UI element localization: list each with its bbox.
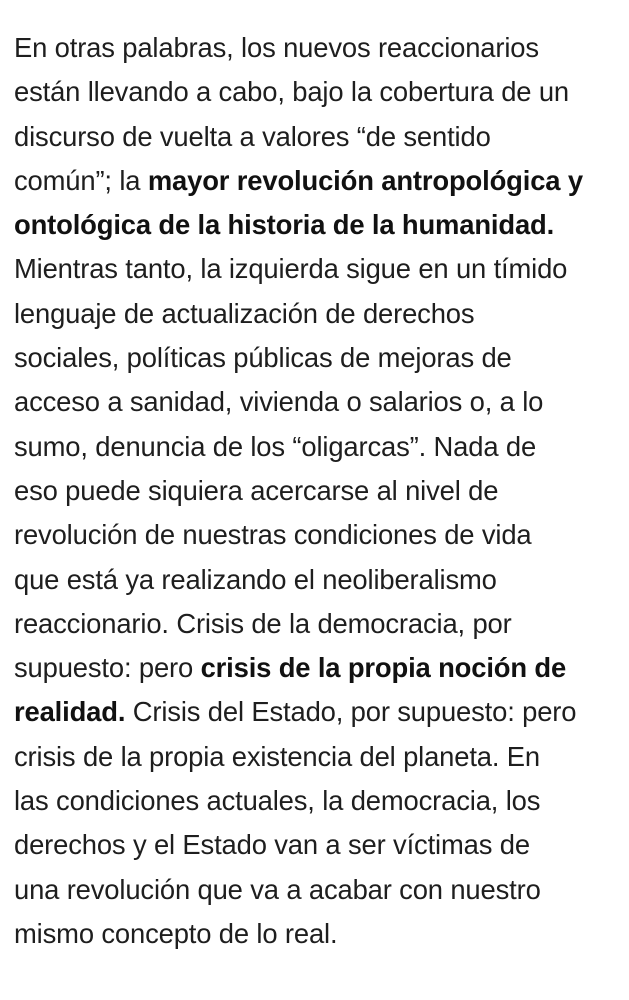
bold-text: realidad.: [14, 696, 126, 728]
text-line: [14, 690, 619, 734]
article-paragraph: [14, 26, 619, 956]
text-run: que está ya realizando el neoliberalismo: [14, 563, 497, 595]
text-line: [14, 779, 619, 823]
text-line: [14, 70, 619, 114]
text-run: derechos y el Estado van a ser víctimas de: [14, 829, 530, 861]
text-run: están llevando a cabo, bajo la cobertura de un: [14, 76, 570, 108]
bold-text: mayor revolución antropológica y: [147, 164, 583, 196]
text-run: una revolución que va a acabar con nuestro: [14, 873, 541, 905]
text-line: [14, 735, 619, 779]
text-line: [14, 513, 619, 557]
text-run: sociales, políticas públicas de mejoras de: [14, 342, 512, 374]
text-line: [14, 203, 619, 247]
text-run: Mientras tanto, la izquierda sigue en un tímido: [14, 253, 568, 285]
text-line: [14, 558, 619, 602]
text-line: [14, 425, 619, 469]
bold-text: crisis de la propia noción de: [200, 652, 567, 684]
text-run: sumo, denuncia de los “oligarcas”. Nada de: [14, 430, 537, 462]
text-run: En otras palabras, los nuevos reaccionarios: [14, 32, 539, 63]
text-run: revolución de nuestras condiciones de vida: [14, 519, 532, 551]
text-line: [14, 823, 619, 867]
text-line: [14, 380, 619, 424]
text-line: [14, 868, 619, 912]
text-line: [14, 26, 619, 70]
text-line: [14, 646, 619, 690]
text-line: [14, 912, 619, 956]
text-run: mismo concepto de lo real.: [14, 917, 338, 949]
text-run: Crisis del Estado, por supuesto: pero: [125, 696, 577, 728]
text-run: crisis de la propia existencia del planeta. En: [14, 740, 541, 772]
text-run: reaccionario. Crisis de la democracia, por: [14, 607, 512, 639]
text-run: lenguaje de actualización de derechos: [14, 297, 475, 329]
text-run: común”; la: [14, 164, 148, 196]
text-line: [14, 292, 619, 336]
text-line: [14, 602, 619, 646]
bold-text: ontológica de la historia de la humanidad.: [14, 209, 555, 241]
text-line: [14, 159, 619, 203]
text-line: [14, 247, 619, 291]
text-run: las condiciones actuales, la democracia, los: [14, 785, 541, 817]
text-run: supuesto: pero: [14, 652, 201, 684]
text-line: [14, 469, 619, 513]
text-line: [14, 115, 619, 159]
text-run: discurso de vuelta a valores “de sentido: [14, 120, 491, 152]
text-line: [14, 336, 619, 380]
text-run: acceso a sanidad, vivienda o salarios o, a lo: [14, 386, 544, 418]
text-run: eso puede siquiera acercarse al nivel de: [14, 474, 499, 506]
